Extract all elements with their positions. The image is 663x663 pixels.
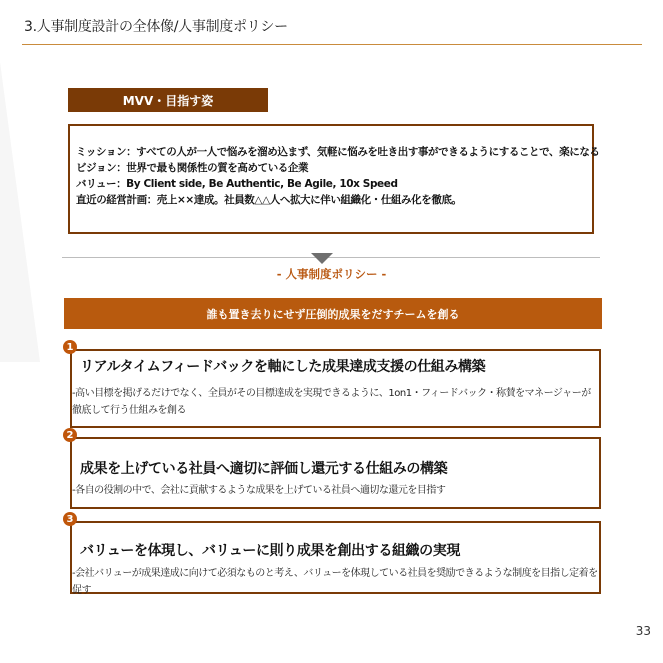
- number-badge-1: 1: [63, 340, 77, 354]
- policy-item-1-title: リアルタイムフィードバックを軸にした成果達成支援の仕組み構築: [80, 359, 486, 375]
- mvv-box: [68, 124, 600, 234]
- policy-item-3-description: -会社バリューが成果達成に向けて必須なものと考え、バリューを体現している社員を奨励できるような制度を目指し定着を促す: [72, 568, 598, 596]
- number-badge-3: 3: [63, 512, 77, 526]
- policy-heading: - 人事制度ポリシー -: [276, 267, 387, 281]
- policy-item-2-title: 成果を上げている社員へ適切に評価し還元する仕組みの構築: [80, 461, 448, 477]
- number-badge-2: 2: [63, 428, 77, 442]
- title-divider: [22, 44, 642, 45]
- down-arrow-icon: [311, 253, 333, 264]
- mvv-label: MVV・目指す姿: [68, 88, 268, 112]
- background-decoration: [0, 62, 40, 362]
- policy-banner: 誰も置き去りにせず圧倒的成果をだすチームを創る: [64, 298, 602, 329]
- policy-item-3-title: バリューを体現し、バリューに則り成果を創出する組織の実現: [80, 543, 460, 559]
- value-line: バリュー：By Client side, Be Authentic, Be Agile, 10x Speed: [76, 178, 398, 190]
- mission-line: ミッション：すべての人が一人で悩みを溜め込まず、気軽に悩みを吐き出す事ができるようにすることで、楽になる: [76, 146, 600, 158]
- policy-item-2-description: -各自の役割の中で、会社に貢献するような成果を上げている社員へ適切な還元を目指す: [72, 485, 446, 496]
- page-title: 3.人事制度設計の全体像/人事制度ポリシー: [24, 19, 288, 35]
- vision-line: ビジョン：世界で最も関係性の質を高めている企業: [76, 162, 309, 174]
- page-number: 33: [635, 624, 651, 638]
- business-plan-line: 直近の経営計画：売上××達成。社員数△△人へ拡大に伴い組織化・仕組み化を徹底。: [76, 194, 462, 206]
- policy-item-1-description: -高い目標を掲げるだけでなく、全員がその目標達成を実現できるように、1on1・フィードバック・称賛をマネージャーが徹底して行う仕組みを創る: [72, 388, 591, 416]
